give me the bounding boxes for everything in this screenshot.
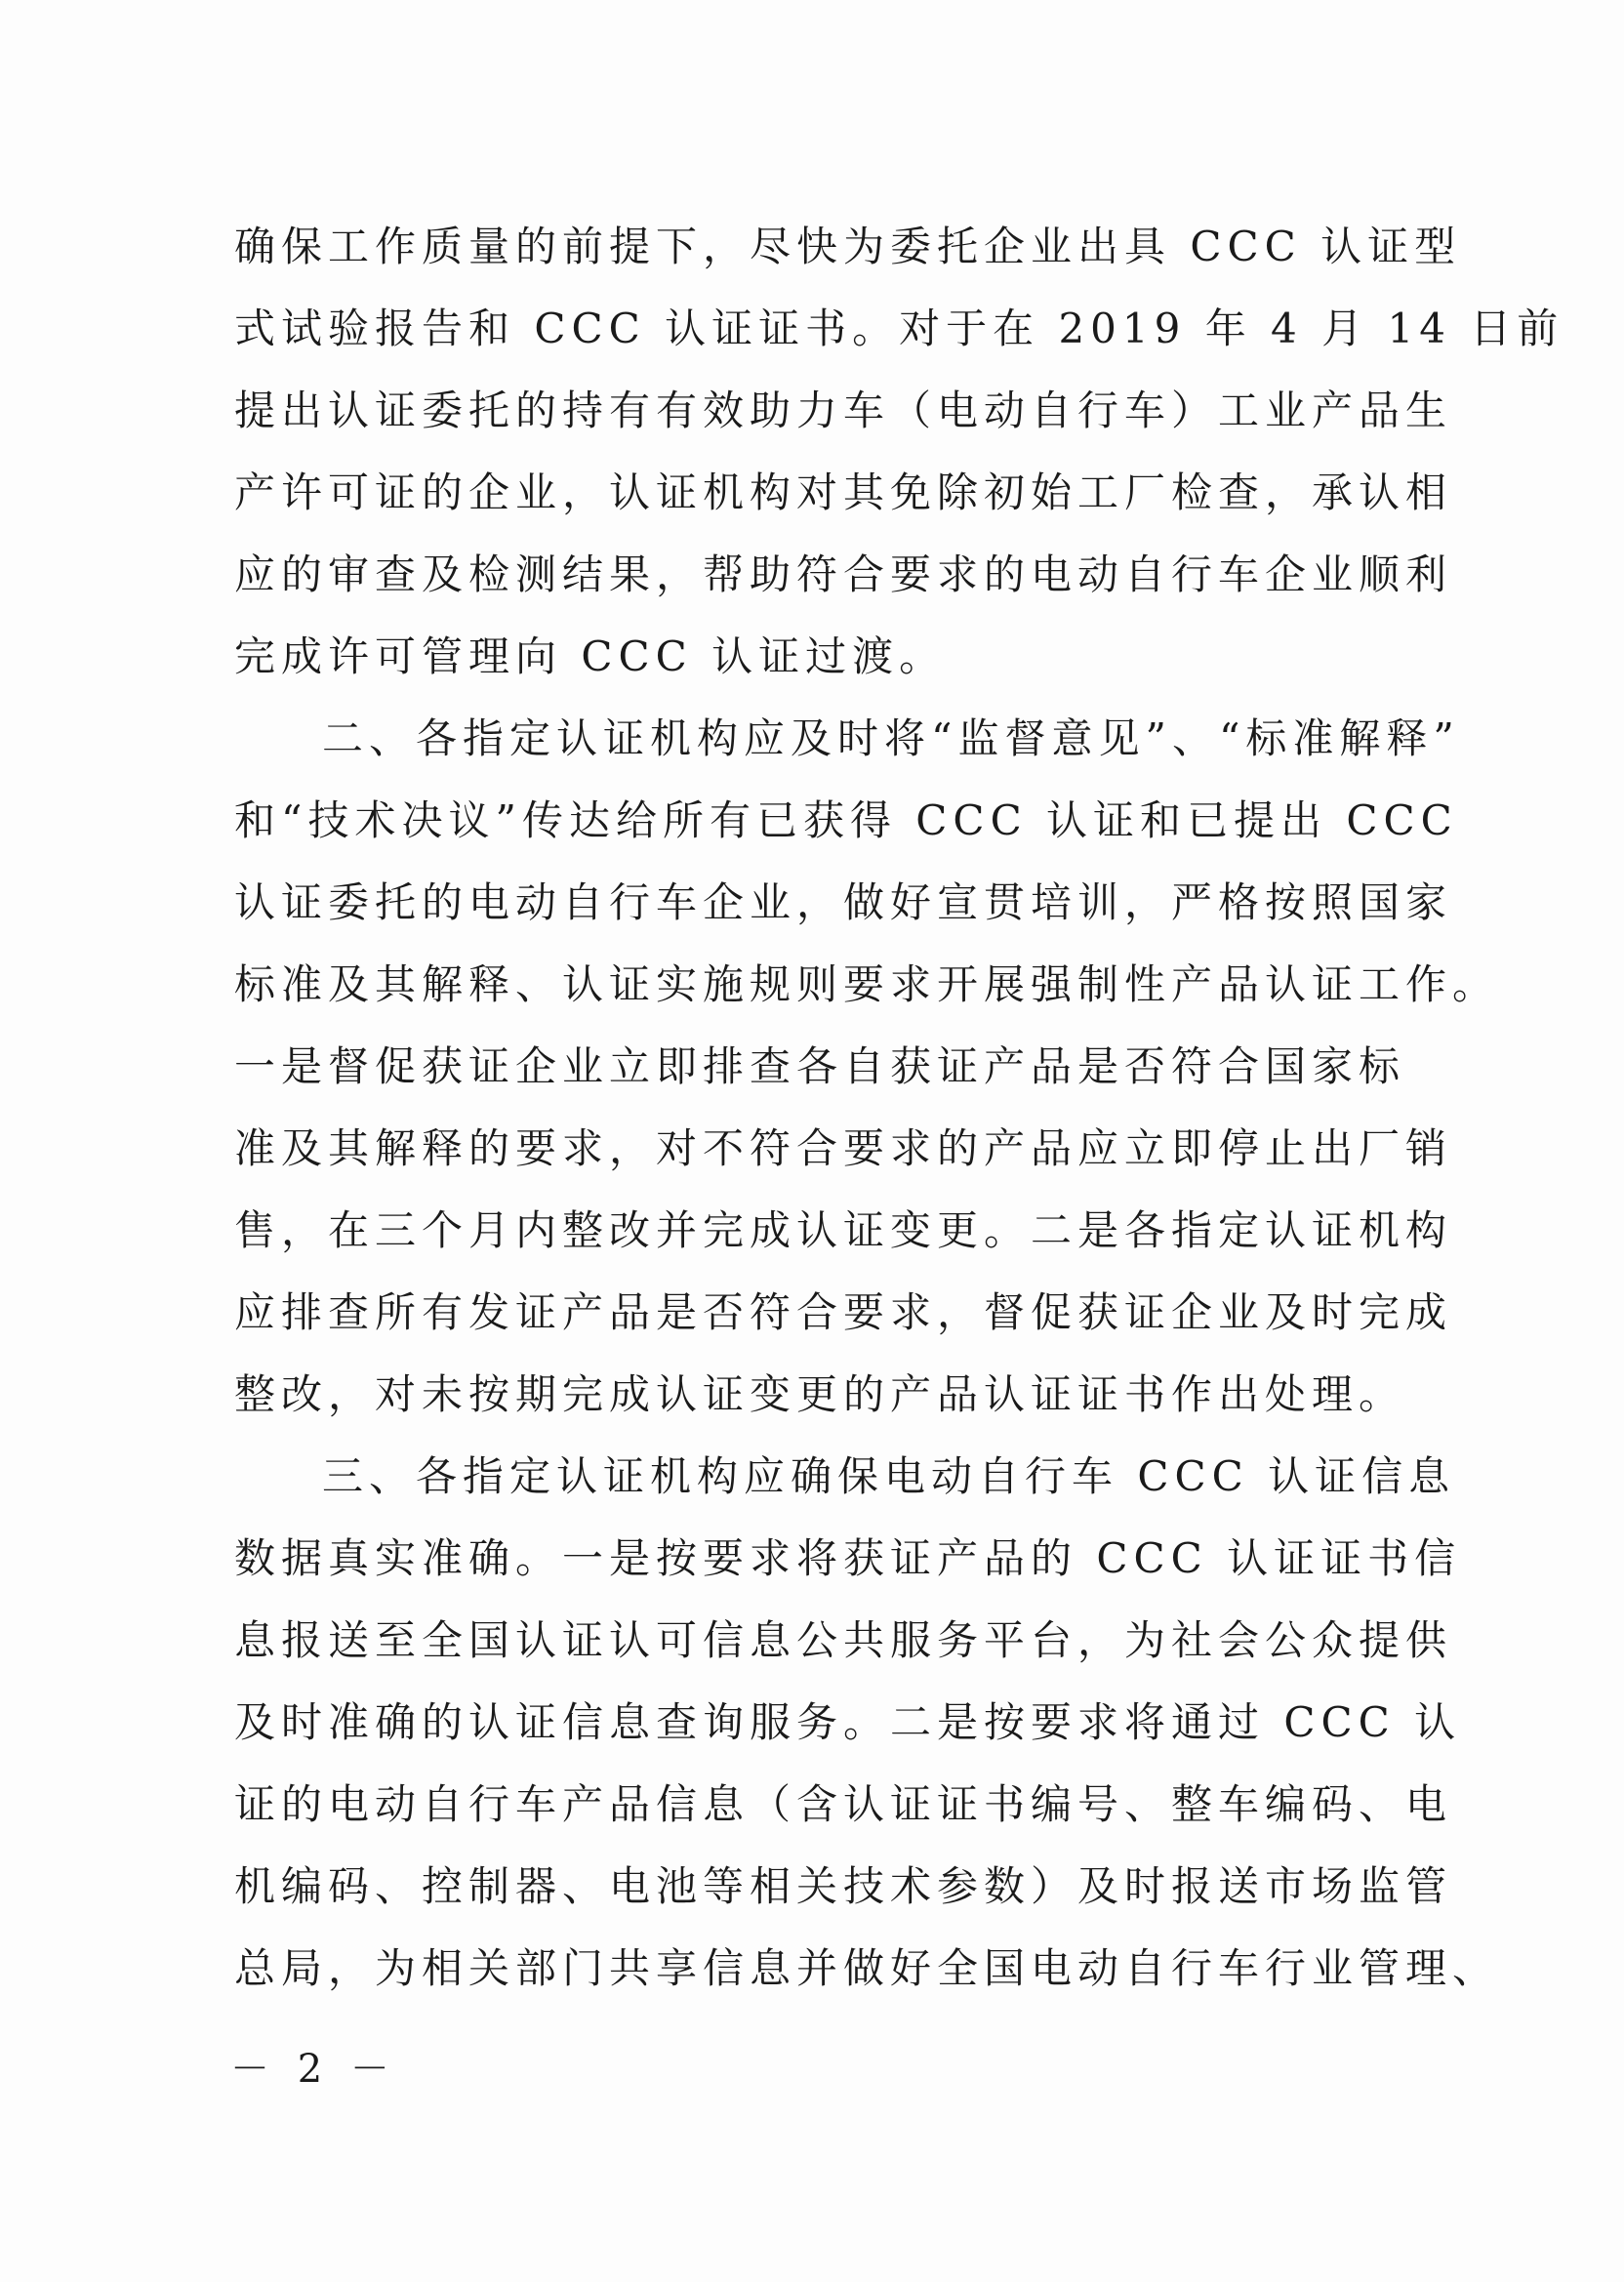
body-line-17: 数据真实准确。一是按要求将获证产品的 CCC 认证证书信 — [234, 1534, 1462, 1582]
body-line-10: 标准及其解释、认证实施规则要求开展强制性产品认证工作。 — [234, 960, 1500, 1008]
body-line-1: 确保工作质量的前提下，尽快为委托企业出具 CCC 认证型 — [234, 223, 1462, 270]
body-line-21: 机编码、控制器、电池等相关技术参数）及时报送市场监管 — [234, 1862, 1453, 1910]
body-line-12: 准及其解释的要求，对不符合要求的产品应立即停止出厂销 — [234, 1124, 1453, 1172]
body-line-11: 一是督促获证企业立即排查各自获证产品是否符合国家标 — [234, 1042, 1406, 1090]
body-line-5: 应的审查及检测结果，帮助符合要求的电动自行车企业顺利 — [234, 550, 1453, 598]
body-line-22: 总局，为相关部门共享信息并做好全国电动自行车行业管理、 — [234, 1944, 1500, 1992]
body-line-13: 售，在三个月内整改并完成认证变更。二是各指定认证机构 — [234, 1206, 1453, 1254]
body-line-4: 产许可证的企业，认证机构对其免除初始工厂检查，承认相 — [234, 469, 1453, 516]
body-line-20: 证的电动自行车产品信息（含认证证书编号、整车编码、电 — [234, 1780, 1453, 1828]
body-line-3: 提出认证委托的持有有效助力车（电动自行车）工业产品生 — [234, 387, 1453, 434]
body-line-19: 及时准确的认证信息查询服务。二是按要求将通过 CCC 认 — [234, 1698, 1462, 1746]
body-line-9: 认证委托的电动自行车企业，做好宣贯培训，严格按照国家 — [234, 878, 1453, 926]
page-number: － 2 － — [230, 2047, 397, 2092]
section-three-first-line: 三、各指定认证机构应确保电动自行车 CCC 认证信息 — [322, 1452, 1456, 1500]
body-line-8: 和“技术决议”传达给所有已获得 CCC 认证和已提出 CCC — [234, 796, 1458, 844]
body-line-2: 式试验报告和 CCC 认证证书。对于在 2019 年 4 月 14 日前 — [234, 305, 1564, 352]
body-line-15: 整改，对未按期完成认证变更的产品认证证书作出处理。 — [234, 1370, 1406, 1418]
section-two-first-line: 二、各指定认证机构应及时将“监督意见”、“标准解释” — [322, 714, 1460, 762]
body-line-6: 完成许可管理向 CCC 认证过渡。 — [234, 632, 947, 680]
body-line-18: 息报送至全国认证认可信息公共服务平台，为社会公众提供 — [234, 1616, 1453, 1664]
body-line-14: 应排查所有发证产品是否符合要求，督促获证企业及时完成 — [234, 1288, 1453, 1336]
